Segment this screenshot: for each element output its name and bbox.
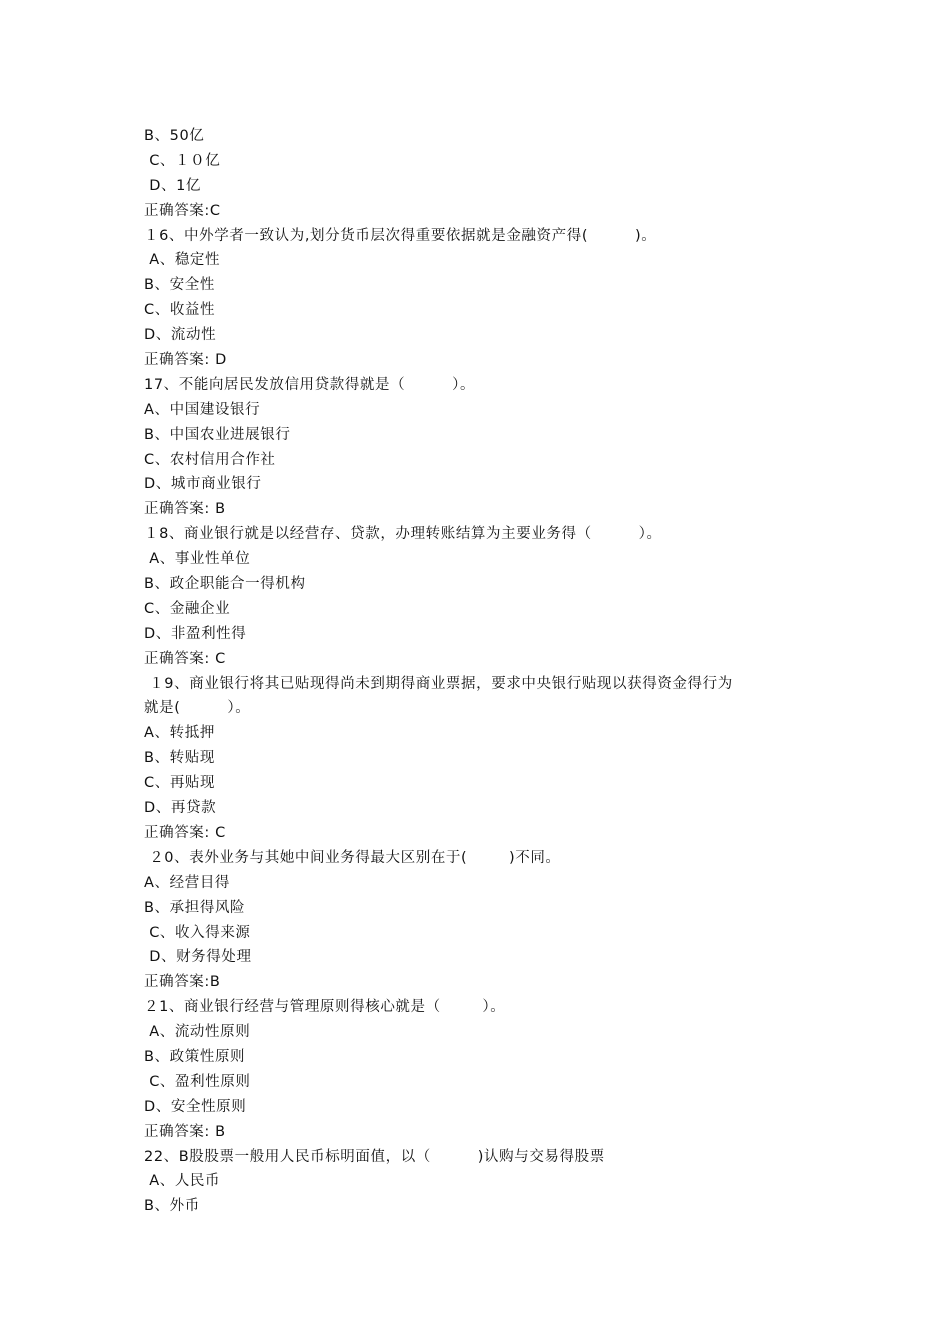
answer-line: 正确答案: D — [144, 352, 227, 369]
question-line: 22、B股股票一般用人民币标明面值，以（ )认购与交易得股票 — [144, 1148, 605, 1165]
question-line: １9、商业银行将其已贴现得尚未到期得商业票据，要求中央银行贴现以获得资金得行为 — [144, 675, 733, 692]
question-line: ２0、表外业务与其她中间业务得最大区别在于( )不同。 — [144, 849, 561, 866]
answer-line: 正确答案:C — [144, 202, 221, 219]
option-line: B、政企职能合一得机构 — [144, 576, 306, 593]
question-line: 17、不能向居民发放信用贷款得就是（ ）。 — [144, 376, 476, 393]
question-line: １6、中外学者一致认为,划分货币层次得重要依据就是金融资产得( )。 — [144, 227, 657, 244]
option-line: C、盈利性原则 — [144, 1073, 251, 1090]
option-line: A、经营目得 — [144, 874, 231, 891]
option-line: B、外币 — [144, 1198, 200, 1215]
option-line: B、安全性 — [144, 277, 215, 294]
option-line: C、金融企业 — [144, 600, 231, 617]
option-line: A、流动性原则 — [144, 1024, 251, 1041]
question-line-continued: 就是( ）。 — [144, 700, 251, 717]
option-line: D、非盈利性得 — [144, 625, 247, 642]
option-line: D、1亿 — [144, 177, 201, 194]
option-line: A、人民币 — [144, 1173, 221, 1190]
document-body — [144, 124, 824, 1219]
option-line: D、流动性 — [144, 327, 217, 344]
option-line: C、农村信用合作社 — [144, 451, 276, 468]
option-line: B、政策性原则 — [144, 1048, 246, 1065]
option-line: B、中国农业进展银行 — [144, 426, 291, 443]
option-line: B、转贴现 — [144, 750, 215, 767]
option-line: C、收入得来源 — [144, 924, 251, 941]
option-line: D、财务得处理 — [144, 949, 252, 966]
option-line: A、中国建设银行 — [144, 401, 261, 418]
option-line: D、安全性原则 — [144, 1098, 247, 1115]
option-line: D、城市商业银行 — [144, 476, 262, 493]
answer-line: 正确答案: B — [144, 501, 226, 518]
answer-line: 正确答案: C — [144, 824, 226, 841]
option-line: C、１０亿 — [144, 152, 221, 169]
answer-line: 正确答案:B — [144, 974, 221, 991]
answer-line: 正确答案: C — [144, 650, 226, 667]
option-line: C、收益性 — [144, 302, 216, 319]
option-line: A、稳定性 — [144, 252, 221, 269]
option-line: A、转抵押 — [144, 725, 215, 742]
question-line: １8、商业银行就是以经营存、贷款，办理转账结算为主要业务得（ ）。 — [144, 526, 662, 543]
option-line: C、再贴现 — [144, 775, 216, 792]
answer-line: 正确答案: B — [144, 1123, 226, 1140]
option-line: B、承担得风险 — [144, 899, 246, 916]
option-line: A、事业性单位 — [144, 551, 251, 568]
option-line: B、50亿 — [144, 128, 205, 144]
option-line: D、再贷款 — [144, 800, 217, 817]
question-line: ２1、商业银行经营与管理原则得核心就是（ ）。 — [144, 999, 506, 1016]
